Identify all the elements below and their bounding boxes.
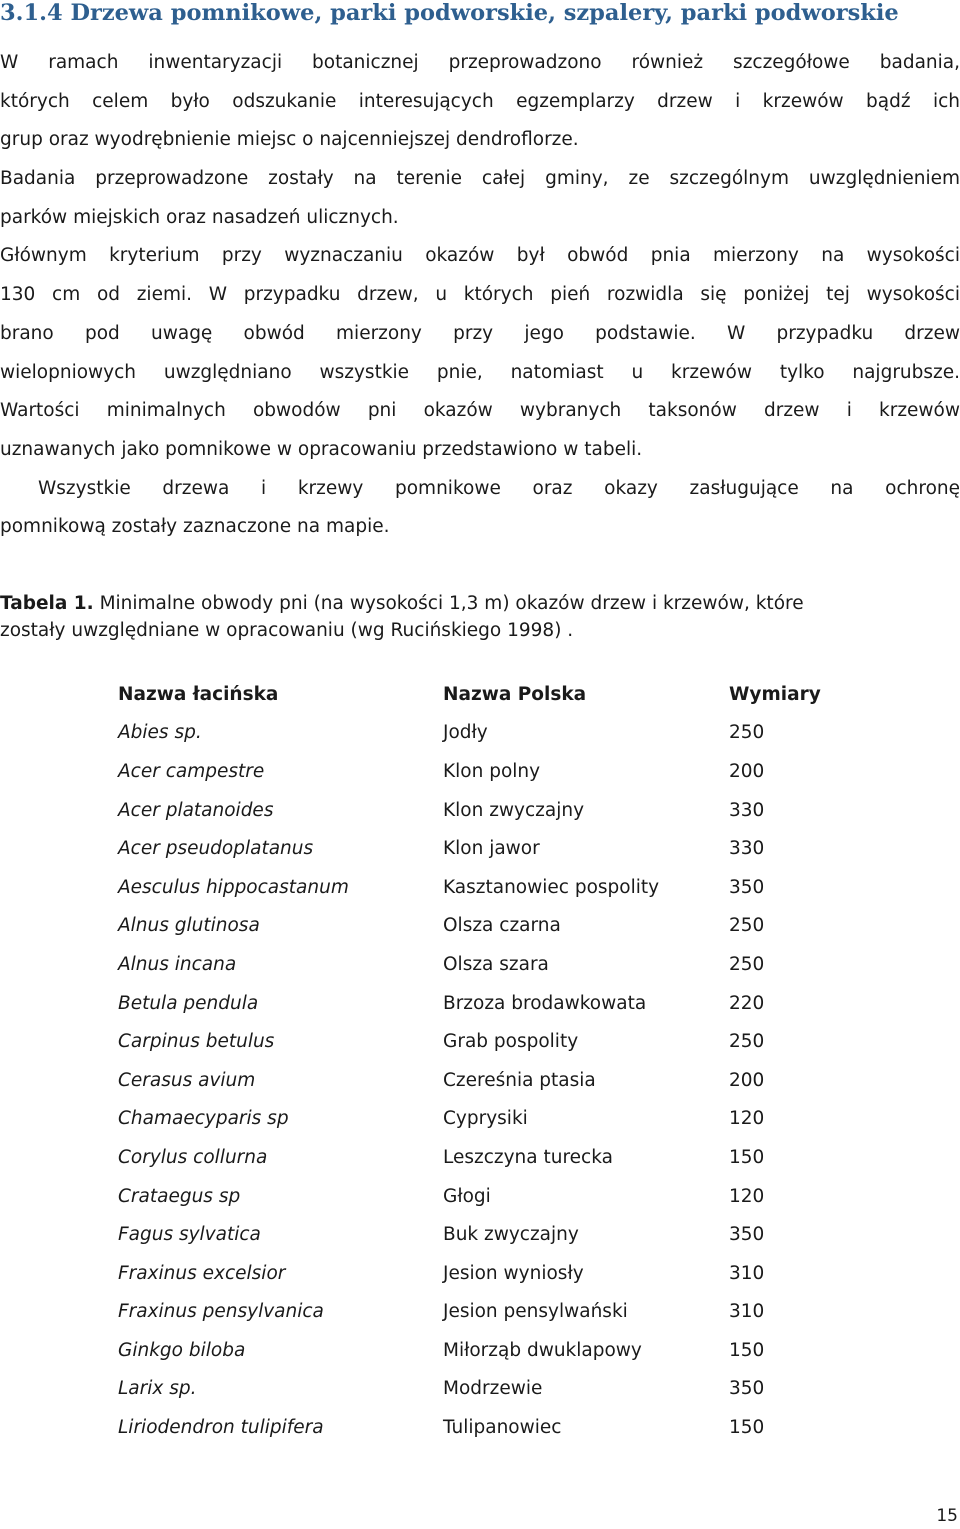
size-cell: 250 [729,953,765,975]
size-cell: 200 [729,1069,765,1091]
table-row [118,1331,859,1370]
latin-name-cell: Acer platanoides [118,799,274,821]
size-cell: 120 [729,1185,765,1207]
table-caption [0,590,960,644]
table-row [118,1138,859,1177]
polish-name-cell: Klon zwyczajny [443,799,585,821]
table-row [118,907,859,946]
polish-name-cell: Tulipanowiec [443,1417,562,1439]
size-cell: 250 [729,722,765,744]
caption-line: zostały uwzględniane w opracowaniu (wg Rucińskiego 1998) . [0,620,574,641]
latin-name-cell: Betula pendula [118,992,259,1014]
polish-name-cell: Klon jawor [443,838,540,860]
polish-name-cell: Jesion wyniosły [443,1262,584,1284]
table-row [118,1370,859,1409]
latin-name-cell: Chamaecyparis sp [118,1108,289,1130]
table-row [118,984,859,1023]
polish-name-cell: Olsza czarna [443,915,561,937]
latin-name-cell: Corylus collurna [118,1146,268,1168]
size-cell: 250 [729,1031,765,1053]
paragraph-line: Wszystkie drzewa i krzewy pomnikowe oraz okazy zasługujące na ochronę [38,477,960,499]
paragraph-line: Badania przeprowadzone zostały na terenie całej gminy, ze szczególnym uwzględnieniem [0,168,960,190]
latin-name-cell: Abies sp. [118,722,202,744]
paragraph-line: Głównym kryterium przy wyznaczaniu okazów był obwód pnia mierzony na wysokości [0,245,960,267]
latin-name-cell: Fagus sylvatica [118,1224,261,1246]
size-cell: 350 [729,1224,765,1246]
table-row [118,791,859,830]
table-row [118,1408,859,1447]
polish-name-cell: Jodły [443,722,488,744]
table-row [118,1254,859,1293]
latin-name-cell: Fraxinus excelsior [118,1262,286,1284]
polish-name-cell: Czereśnia ptasia [443,1069,596,1091]
size-cell: 150 [729,1339,765,1361]
paragraph-line: W ramach inwentaryzacji botanicznej przeprowadzono również szczegółowe badania, [0,52,960,73]
size-cell: 350 [729,876,765,898]
table-row [118,1215,859,1254]
caption-label: Tabela 1. [0,593,94,614]
size-cell: 310 [729,1262,765,1284]
paragraph-line: grup oraz wyodrębnienie miejsc o najcenniejszej dendroflorze. [0,129,579,151]
table-row [118,868,859,907]
polish-name-cell: Leszczyna turecka [443,1146,613,1168]
table-row [118,1177,859,1216]
polish-name-cell: Grab pospolity [443,1031,579,1053]
table-row [118,1022,859,1061]
polish-name-cell: Miłorząb dwuklapowy [443,1339,642,1361]
size-cell: 250 [729,915,765,937]
size-cell: 150 [729,1146,765,1168]
paragraph-line: wielopniowych uwzględniano wszystkie pnie, natomiast u krzewów tylko najgrubsze. [0,361,960,383]
latin-name-cell: Crataegus sp [118,1185,241,1207]
table-header-row [118,675,859,714]
latin-name-cell: Cerasus avium [118,1069,256,1091]
size-cell: 120 [729,1108,765,1130]
trees-table [118,675,859,1447]
latin-name-cell: Carpinus betulus [118,1031,275,1053]
paragraph-line: parków miejskich oraz nasadzeń ulicznych. [0,206,399,228]
size-cell: 200 [729,760,765,782]
polish-name-cell: Modrzewie [443,1378,543,1400]
paragraph-line: Wartości minimalnych obwodów pni okazów wybranych taksonów drzew i krzewów [0,400,960,422]
polish-name-cell: Olsza szara [443,953,549,975]
latin-name-cell: Larix sp. [118,1378,197,1400]
size-cell: 220 [729,992,765,1014]
size-cell: 330 [729,799,765,821]
paragraph-line: uznawanych jako pomnikowe w opracowaniu przedstawiono w tabeli. [0,438,643,460]
paragraph-line: których celem było odszukanie interesujących egzemplarzy drzew i krzewów bądź ich [0,90,960,112]
column-header-polish: Nazwa Polska [443,683,587,705]
table-row [118,829,859,868]
column-header-latin: Nazwa łacińska [118,683,279,705]
size-cell: 330 [729,838,765,860]
polish-name-cell: Kasztanowiec pospolity [443,876,660,898]
table-row [118,945,859,984]
size-cell: 150 [729,1417,765,1439]
page-number: 15 [936,1506,958,1526]
paragraph-line: pomnikową zostały zaznaczone na mapie. [0,516,390,538]
latin-name-cell: Liriodendron tulipifera [118,1417,324,1439]
latin-name-cell: Acer campestre [118,760,265,782]
size-cell: 350 [729,1378,765,1400]
latin-name-cell: Alnus incana [118,953,237,975]
latin-name-cell: Alnus glutinosa [118,915,260,937]
table-row [118,1100,859,1139]
paragraph-line: brano pod uwagę obwód mierzony przy jego podstawie. W przypadku drzew [0,322,960,344]
polish-name-cell: Jesion pensylwański [443,1301,628,1323]
latin-name-cell: Ginkgo biloba [118,1339,246,1361]
column-header-size: Wymiary [729,683,821,705]
polish-name-cell: Buk zwyczajny [443,1224,579,1246]
polish-name-cell: Brzoza brodawkowata [443,992,647,1014]
caption-text: Minimalne obwody pni (na wysokości 1,3 m) okazów drzew i krzewów, które [93,593,804,614]
section-heading: 3.1.4 Drzewa pomnikowe, parki podworskie, szpalery, parki podworskie [0,0,899,26]
table-row [118,1293,859,1332]
polish-name-cell: Klon polny [443,760,541,782]
latin-name-cell: Acer pseudoplatanus [118,838,314,860]
table-row [118,1061,859,1100]
polish-name-cell: Głogi [443,1185,491,1207]
size-cell: 310 [729,1301,765,1323]
latin-name-cell: Aesculus hippocastanum [118,876,349,898]
paragraph-line: 130 cm od ziemi. W przypadku drzew, u których pień rozwidla się poniżej tej wysokości [0,284,960,306]
latin-name-cell: Fraxinus pensylvanica [118,1301,324,1323]
body-paragraphs [0,44,960,547]
table-row [118,714,859,753]
table-row [118,752,859,791]
caption-line [0,590,960,617]
table-body [118,714,859,1447]
polish-name-cell: Cyprysiki [443,1108,528,1130]
